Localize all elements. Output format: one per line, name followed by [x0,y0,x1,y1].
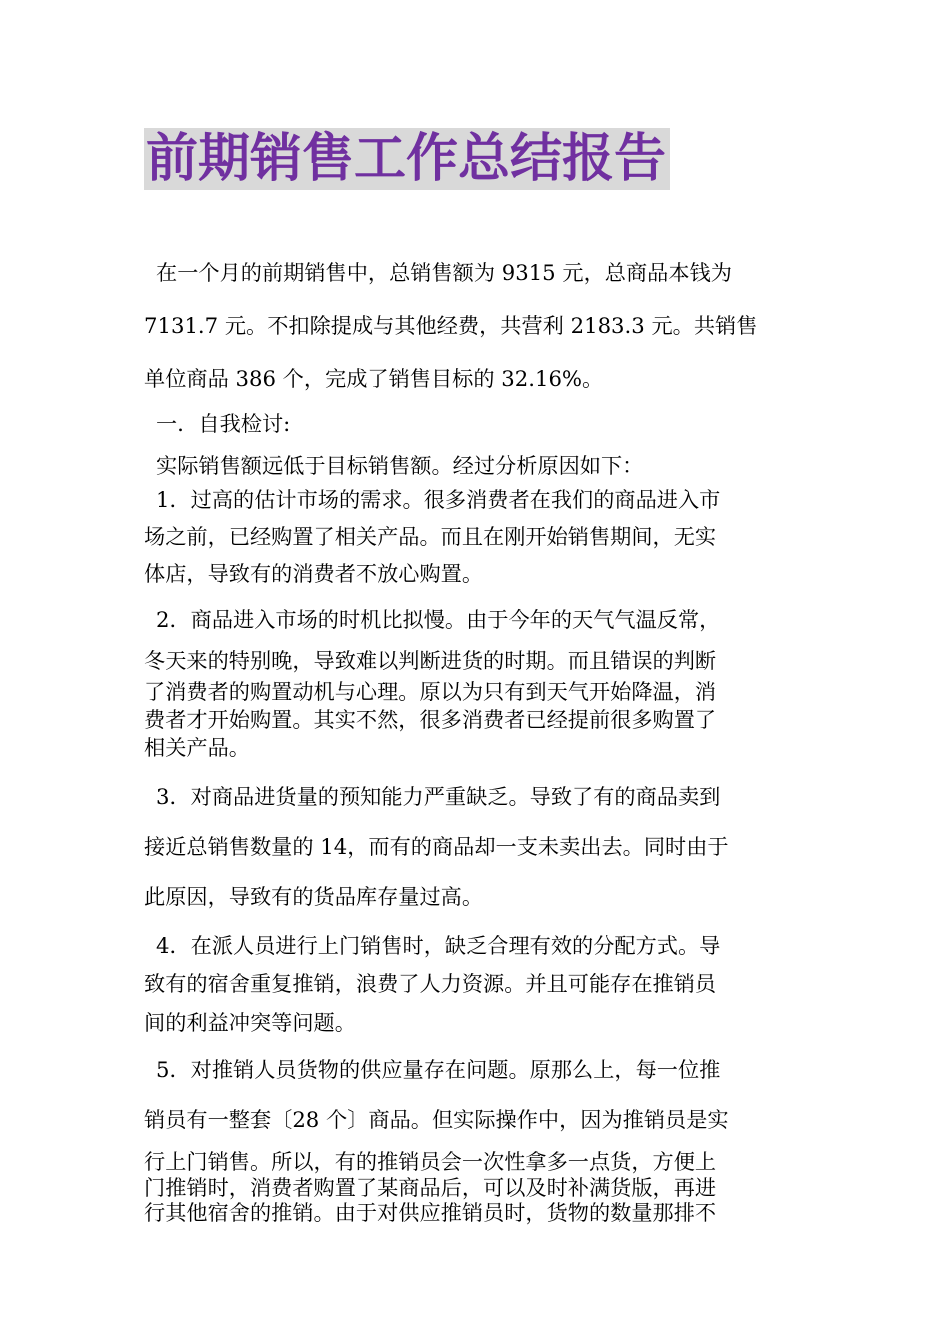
paragraph-line: 冬天来的特别晚，导致难以判断进货的时期。而且错误的判断 [144,648,717,673]
paragraph-line: 1．过高的估计市场的需求。很多消费者在我们的商品进入市 [156,487,721,512]
paragraph-line: 了消费者的购置动机与心理。原以为只有到天气开始降温，消 [144,679,717,704]
paragraph-line: 体店，导致有的消费者不放心购置。 [144,561,484,586]
paragraph-line: 4．在派人员进行上门销售时，缺乏合理有效的分配方式。导 [156,933,721,958]
paragraph-line: 费者才开始购置。其实不然，很多消费者已经提前很多购置了 [144,707,717,732]
paragraph-line: 致有的宿舍重复推销，浪费了人力资源。并且可能存在推销员 [144,971,717,996]
paragraph-line: 间的利益冲突等问题。 [144,1010,356,1035]
paragraph-line: 销员有一整套〔28 个〕商品。但实际操作中，因为推销员是实 [144,1107,729,1132]
paragraph-line: 相关产品。 [144,735,250,760]
paragraph-line: 2．商品进入市场的时机比拟慢。由于今年的天气气温反常， [156,607,721,632]
paragraph-line: 行上门销售。所以，有的推销员会一次性拿多一点货，方便上 [144,1149,717,1174]
paragraph-line: 在一个月的前期销售中，总销售额为 9315 元，总商品本钱为 [156,260,732,285]
paragraph-line: 接近总销售数量的 14，而有的商品却一支未卖出去。同时由于 [144,834,729,859]
paragraph-line: 场之前，已经购置了相关产品。而且在刚开始销售期间，无实 [144,524,717,549]
paragraph-line: 实际销售额远低于目标销售额。经过分析原因如下： [156,453,644,478]
paragraph-line: 此原因，导致有的货品库存量过高。 [144,884,484,909]
paragraph-line: 5．对推销人员货物的供应量存在问题。原那么上，每一位推 [156,1057,721,1082]
paragraph-line: 行其他宿舍的推销。由于对供应推销员时，货物的数量那排不 [144,1200,717,1225]
paragraph-line: 门推销时，消费者购置了某商品后，可以及时补满货版，再进 [144,1175,717,1200]
heading-text: 一．自我检讨: [156,411,291,436]
document-title: 前期销售工作总结报告 [144,128,670,190]
paragraph-line: 7131.7 元。不扣除提成与其他经费，共营利 2183.3 元。共销售 [144,313,758,338]
paragraph-line: 单位商品 386 个，完成了销售目标的 32.16%。 [144,366,604,391]
paragraph-line: 3．对商品进货量的预知能力严重缺乏。导致了有的商品卖到 [156,784,721,809]
